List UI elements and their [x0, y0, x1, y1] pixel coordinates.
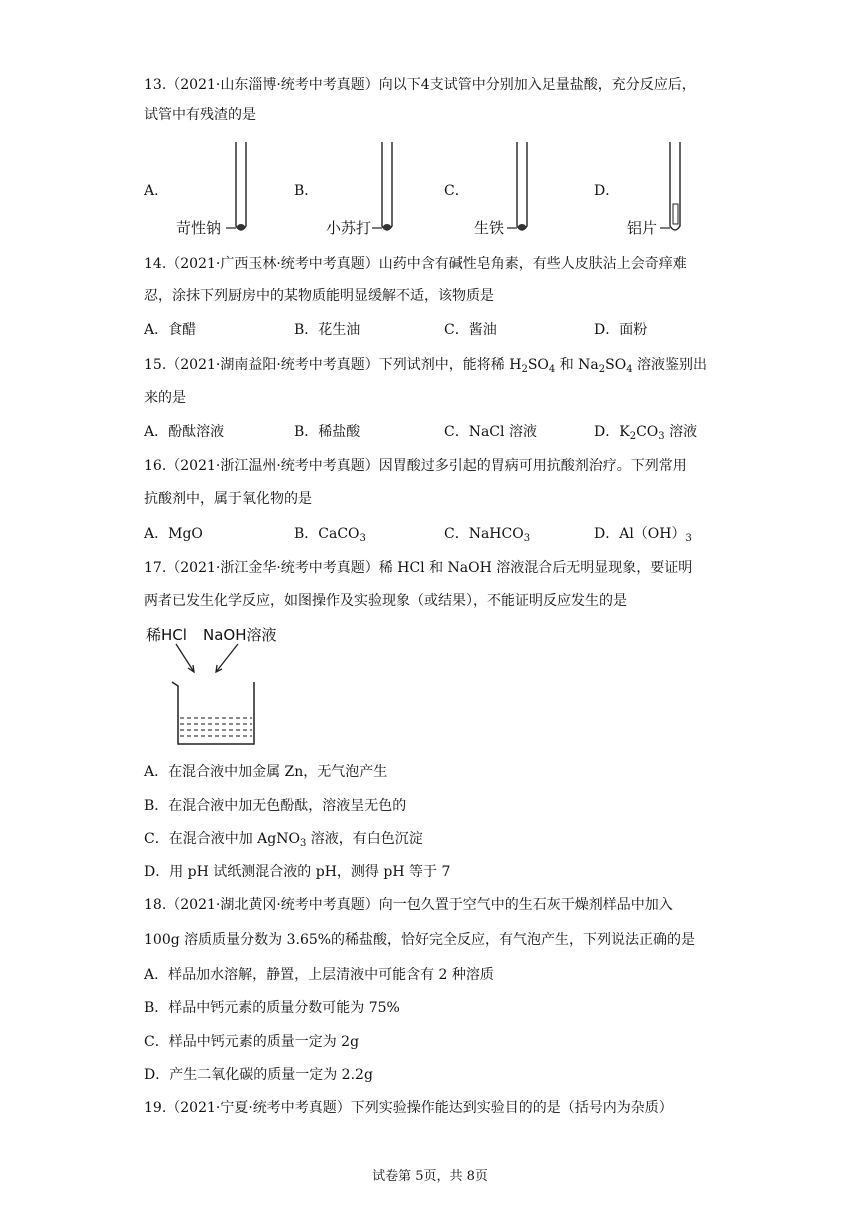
- q17-option-a: A．在混合液中加金属 Zn，无气泡产生: [144, 764, 388, 780]
- q14-stem-line1: 14.（2021·广西玉林·统考中考真题）山药中含有碱性皂角素，有些人皮肤沾上会奇痒难: [144, 256, 687, 272]
- q13-stem-line2: 试管中有残渣的是: [144, 107, 256, 123]
- test-tube-a-figure: [226, 138, 266, 238]
- q15-option-d: [594, 422, 697, 442]
- q15-text: 和 Na: [555, 357, 599, 373]
- q16-stem-line2: 抗酸剂中，属于氧化物的是: [144, 491, 312, 507]
- q15-text: SO: [605, 357, 627, 373]
- q15-text: SO: [527, 357, 549, 373]
- q18-option-b: B．样品中钙元素的质量分数可能为 75%: [144, 1000, 400, 1016]
- q13-option-b-label: 小苏打: [326, 219, 372, 237]
- q15-sub: 2: [598, 364, 606, 375]
- q15-d-text: 溶液: [664, 424, 698, 440]
- q15-stem-line2: 来的是: [144, 390, 186, 406]
- q13-option-c-letter: C．: [444, 183, 469, 199]
- q17-c-text: C．在混合液中加 AgNO: [144, 831, 300, 847]
- q17-stem-line2: 两者已发生化学反应，如图操作及实验现象（或结果），不能证明反应发生的是: [144, 593, 627, 609]
- q13-option-b-letter: B．: [294, 183, 319, 199]
- q16-b-text: B．CaCO: [294, 526, 360, 542]
- q15-sub: 4: [548, 364, 556, 375]
- q16-b-sub: 3: [359, 533, 366, 544]
- q16-option-c: [444, 524, 530, 544]
- beaker-figure: [160, 638, 260, 750]
- q18-stem-line2: 100g 溶质质量分数为 3.65%的稀盐酸，恰好完全反应，有气泡产生，下列说法正确的是: [144, 932, 696, 948]
- q15-d-sub: 2: [629, 431, 637, 442]
- q14-option-c: C．酱油: [444, 322, 497, 338]
- q13-option-d-letter: D．: [594, 183, 620, 199]
- q15-sub: 4: [626, 364, 633, 375]
- q13-option-a-letter: A．: [144, 183, 169, 199]
- q15-option-b: B．稀盐酸: [294, 424, 361, 440]
- q17-option-b: B．在混合液中加无色酚酞，溶液呈无色的: [144, 798, 407, 814]
- page-footer: 试卷第 5页，共 8页: [372, 1169, 488, 1184]
- test-tube-b-figure: [372, 138, 412, 238]
- q15-text: 15.（2021·湖南益阳·统考中考真题）下列试剂中，能将稀 H: [144, 357, 522, 373]
- q16-d-sub: 3: [685, 533, 692, 544]
- q13-option-d-label: 铝片: [627, 219, 658, 237]
- figure-label-naoh: NaOH溶液: [203, 626, 277, 644]
- q14-option-a: A．食醋: [144, 322, 197, 338]
- q17-c-text: 溶液，有白色沉淀: [306, 831, 423, 847]
- test-tube-c-figure: [507, 138, 547, 238]
- q15-option-a: A．酚酞溶液: [144, 424, 225, 440]
- q16-option-d: [594, 524, 692, 544]
- q13-option-a-label: 苛性钠: [176, 219, 222, 237]
- q14-option-d: D．面粉: [594, 322, 648, 338]
- figure-label-hcl: 稀HCl: [146, 626, 187, 644]
- q16-d-text: D．Al（OH）: [594, 526, 686, 542]
- q15-sub: 2: [521, 364, 528, 375]
- q17-c-sub: 3: [299, 838, 307, 849]
- q19-stem-line1: 19.（2021·宁夏·统考中考真题）下列实验操作能达到实验目的的是（括号内为杂质）: [144, 1100, 673, 1116]
- q16-stem-line1: 16.（2021·浙江温州·统考中考真题）因胃酸过多引起的胃病可用抗酸剂治疗。下列常用: [144, 458, 687, 474]
- q16-c-text: C．NaHCO: [444, 526, 524, 542]
- q16-option-a: A．MgO: [144, 526, 203, 542]
- q14-stem-line2: 忍，涂抹下列厨房中的某物质能明显缓解不适，该物质是: [144, 288, 494, 304]
- q16-c-sub: 3: [523, 533, 531, 544]
- q17-option-d: D．用 pH 试纸测混合液的 pH，测得 pH 等于 7: [144, 864, 451, 880]
- q13-option-c-label: 生铁: [474, 219, 505, 237]
- q15-text: 溶液鉴别出: [632, 357, 708, 373]
- q17-option-c: [144, 829, 423, 849]
- q16-option-b: [294, 524, 366, 544]
- q17-stem-line1: 17.（2021·浙江金华·统考中考真题）稀 HCl 和 NaOH 溶液混合后无明显现象，要证明: [144, 560, 693, 576]
- q15-d-text: D．K: [594, 424, 630, 440]
- q15-option-c: C．NaCl 溶液: [444, 424, 537, 440]
- q14-option-b: B．花生油: [294, 322, 361, 338]
- q18-option-a: A．样品加水溶解，静置，上层清液中可能含有 2 种溶质: [144, 967, 494, 983]
- q15-stem-line1: [144, 355, 707, 375]
- q15-d-text: CO: [636, 424, 659, 440]
- q18-option-d: D．产生二氧化碳的质量一定为 2.2g: [144, 1067, 373, 1083]
- q15-d-sub: 3: [658, 431, 665, 442]
- q18-stem-line1: 18.（2021·湖北黄冈·统考中考真题）向一包久置于空气中的生石灰干燥剂样品中加入: [144, 897, 673, 913]
- test-tube-d-figure: [660, 138, 700, 238]
- q13-stem-line1: 13.（2021·山东淄博·统考中考真题）向以下4支试管中分别加入足量盐酸，充分反应后，: [144, 77, 696, 93]
- q18-option-c: C．样品中钙元素的质量一定为 2g: [144, 1034, 360, 1050]
